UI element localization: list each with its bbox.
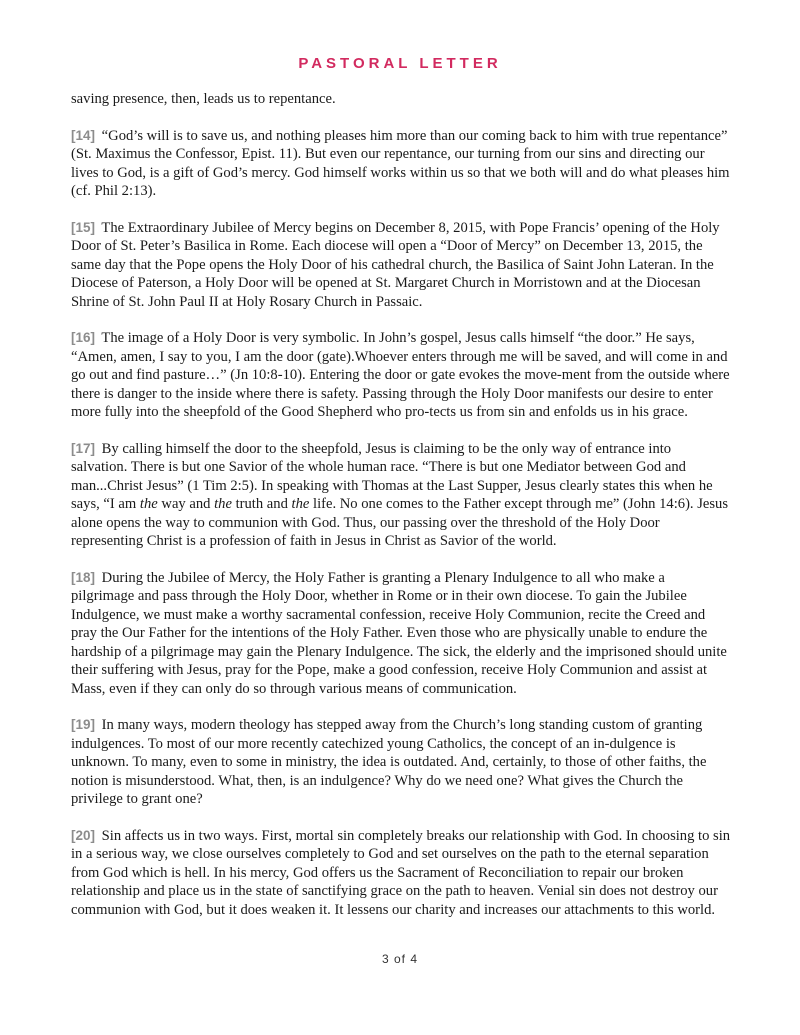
paragraph-20	[71, 827, 731, 920]
paragraph-text: During the Jubilee of Mercy, the Holy Father is granting a Plenary Indulgence to all who make a pilgrimage and pass through the Holy Door, whether in Rome or in their own diocese. To gain the Jubilee Indulgence, we must make a worthy sacramental confession, receive Holy Communion, recite the Creed and pray the Our Father for the intentions of the Holy Father. Even those who are physically unable to endure the hardship of a pilgrimage may gain the Plenary Indulgence. The sick, the elderly and the imprisoned should unite their suffering with Jesus, pray for the Pope, make a good confession, receive Holy Communion and assist at Mass, even if they can only do so through various means of communication.	[71, 569, 727, 697]
paragraph-17	[71, 440, 731, 551]
paragraph-text: truth and	[231, 496, 292, 512]
paragraph-number: [14]	[71, 127, 96, 143]
paragraph-text: way and	[157, 496, 215, 512]
paragraph-15	[71, 219, 731, 312]
page-number: 3 of 4	[381, 952, 419, 966]
paragraph-text: life. No one comes to the Father except through me” (John 14:6). Jesus alone opens the way to communion with God. Thus, our passing over the threshold of the Holy Door representing Christ is a profession of faith in Jesus in Christ as Savior of the world.	[71, 496, 729, 549]
document-header: PASTORAL LETTER	[298, 55, 502, 72]
paragraph-number: [18]	[71, 569, 96, 585]
paragraph-19	[71, 716, 731, 809]
paragraph-text: In many ways, modern theology has stepped away from the Church’s long standing custom of granting indulgences. To most of our more recently catechized young Catholics, the concept of an in-dulgence is unknown. To many, even to some in ministry, the idea is outdated. And, certainly, to those of other faiths, the notion is misunderstood. What, then, is an indulgence? Why do we need one? What gives the Church the privilege to grant one?	[71, 717, 707, 807]
paragraph-number: [17]	[71, 440, 96, 456]
emphasis-the: the	[291, 496, 310, 512]
paragraph-text: Sin affects us in two ways. First, mortal sin completely breaks our relationship with God. In choosing to sin in a serious way, we close ourselves completely to God and set ourselves on the path to the eternal separation from God which is hell. In his mercy, God offers us the Sacrament of Reconciliation to repair our broken relationship and place us in the state of sanctifying grace on the path to heaven. Venial sin does not destroy our communion with God, but it does weaken it. It lessens our charity and increases our attachments to this world.	[71, 827, 731, 918]
paragraph-text: “God’s will is to save us, and nothing pleases him more than our coming back to him with true repentance” (St. Maximus the Confessor, Epist. 11). But even our repentance, our turning from our sins and directing our lives to God, is a gift of God’s mercy. God himself works within us so that we both will and do what pleases him (cf. Phil 2:13).	[71, 127, 730, 199]
paragraph-14	[71, 127, 731, 201]
emphasis-the: the	[214, 496, 232, 512]
paragraph-number: [19]	[71, 717, 96, 732]
paragraph-16	[71, 329, 731, 422]
intro-paragraph: saving presence, then, leads us to repentance.	[71, 91, 336, 107]
paragraph-text: By calling himself the door to the sheepfold, Jesus is claiming to be the only way of entrance into salvation. There is but one Savior of the whole human race. “There is but one Mediator between God and man...Christ Jesus” (1 Tim 2:5). In speaking with Thomas at the Last Supper, Jesus clearly states this when he says, “I am	[71, 440, 713, 512]
paragraph-text: The Extraordinary Jubilee of Mercy begins on December 8, 2015, with Pope Francis’ opening of the Holy Door of St. Peter’s Basilica in Rome. Each diocese will open a “Door of Mercy” on December 13, 2015, the same day that the Pope opens the Holy Door of his cathedral church, the Basilica of Saint John Lateran. In the Diocese of Paterson, a Holy Door will be opened at St. Margaret Church in Morristown and at the Diocesan Shrine of St. John Paul II at Holy Rosary Church in Passaic.	[71, 219, 720, 310]
paragraph-number: [16]	[71, 330, 96, 345]
paragraph-number: [15]	[71, 219, 96, 235]
paragraph-text: The image of a Holy Door is very symbolic. In John’s gospel, Jesus calls himself “the door.” He says, “Amen, amen, I say to you, I am the door (gate).Whoever enters through me will be saved, and will come in and go out and find pasture…” (Jn 10:8-10). Entering the door or gate evokes the move-ment from the outside where there is danger to the inside where there is safety. Passing through the Holy Door manifests our desire to enter more fully into the sheepfold of the Good Shepherd who pro-tects us from sin and enfolds us in his grace.	[71, 330, 730, 420]
emphasis-the: the	[139, 496, 158, 512]
paragraph-18	[71, 569, 731, 699]
paragraph-number: [20]	[71, 827, 96, 843]
letter-body	[71, 90, 731, 937]
